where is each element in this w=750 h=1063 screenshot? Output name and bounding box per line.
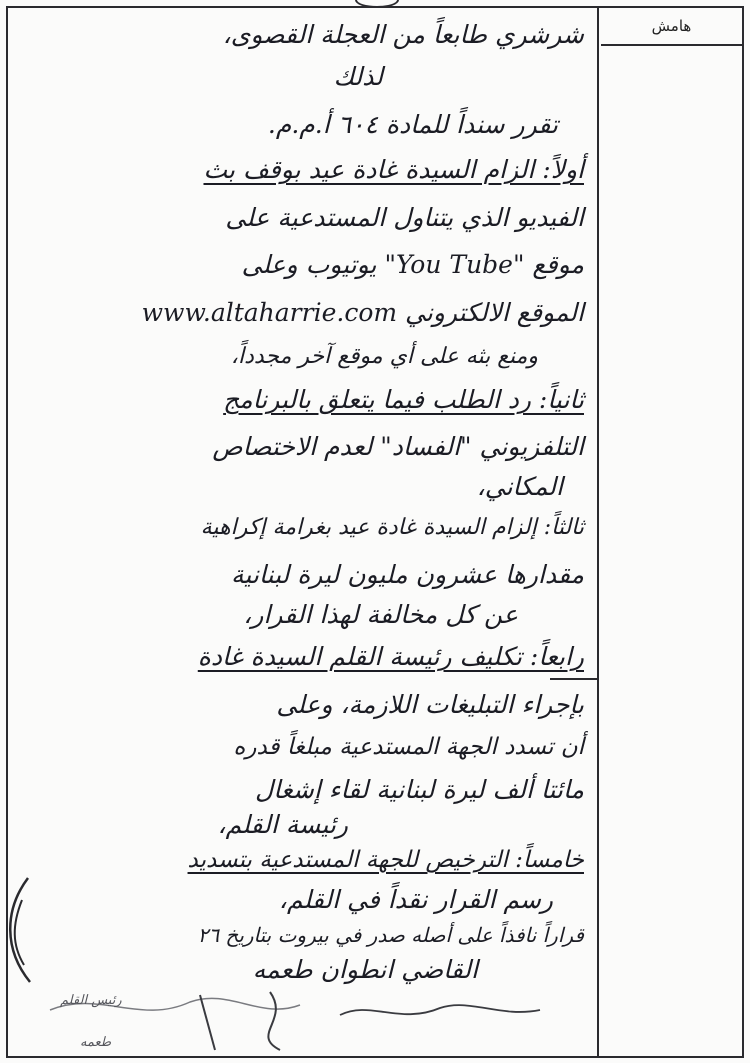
- section-heading-2: ثانياً: رد الطلب فيما يتعلق بالبرنامج: [223, 385, 584, 414]
- text-line: الفيديو الذي يتناول المستدعية على: [225, 203, 584, 232]
- clerk-stamp: رئيس القلم: [60, 993, 122, 1008]
- text-line: مقدارها عشرون مليون ليرة لبنانية: [231, 560, 584, 589]
- text-line: لذلك: [333, 62, 383, 91]
- text-line: أن تسدد الجهة المستدعية مبلغاً قدره: [233, 734, 584, 760]
- text-line: عن كل مخالفة لهذا القرار،: [243, 600, 518, 629]
- text-line: بإجراء التبليغات اللازمة، وعلى: [276, 690, 584, 719]
- text-line: المكاني،: [476, 472, 563, 501]
- text-line: رسم القرار نقداً في القلم،: [278, 885, 553, 914]
- text-line: مائتا ألف ليرة لبنانية لقاء إشغال: [255, 775, 584, 804]
- text-line: ومنع بثه على أي موقع آخر مجدداً،: [230, 344, 538, 369]
- section-heading-1: أولاً: الزام السيدة غادة عيد بوقف بث: [203, 155, 584, 184]
- judge-signature: طعمه: [80, 1035, 112, 1050]
- section-underline: [550, 678, 598, 680]
- judge-name-line: القاضي انطوان طعمه: [252, 955, 478, 984]
- text-line: الموقع الالكتروني www.altaharrie.com: [141, 298, 584, 327]
- section-heading-4: رابعاً: تكليف رئيسة القلم السيدة غادة: [197, 642, 584, 671]
- text-line: شرشري طابعاً من العجلة القصوى،: [222, 20, 584, 49]
- text-line: موقع "You Tube" يوتيوب وعلى: [241, 250, 584, 279]
- section-heading-5: خامساً: الترخيص للجهة المستدعية بتسديد: [187, 847, 584, 873]
- margin-bracket-mark: [0, 870, 40, 990]
- text-line: تقرر سنداً للمادة ٦٠٤ أ.م.م.: [267, 110, 558, 139]
- margin-column-header: هامش: [601, 8, 742, 46]
- text-line: قراراً نافذاً على أصله صدر في بيروت بتاريخ ٢٦: [197, 923, 584, 947]
- section-heading-3: ثالثاً: إلزام السيدة غادة عيد بغرامة إكراهية: [200, 515, 584, 540]
- text-line: رئيسة القلم،: [217, 810, 348, 839]
- text-line: التلفزيوني "الفساد" لعدم الاختصاص: [212, 432, 584, 461]
- signature-scribbles: [40, 980, 560, 1060]
